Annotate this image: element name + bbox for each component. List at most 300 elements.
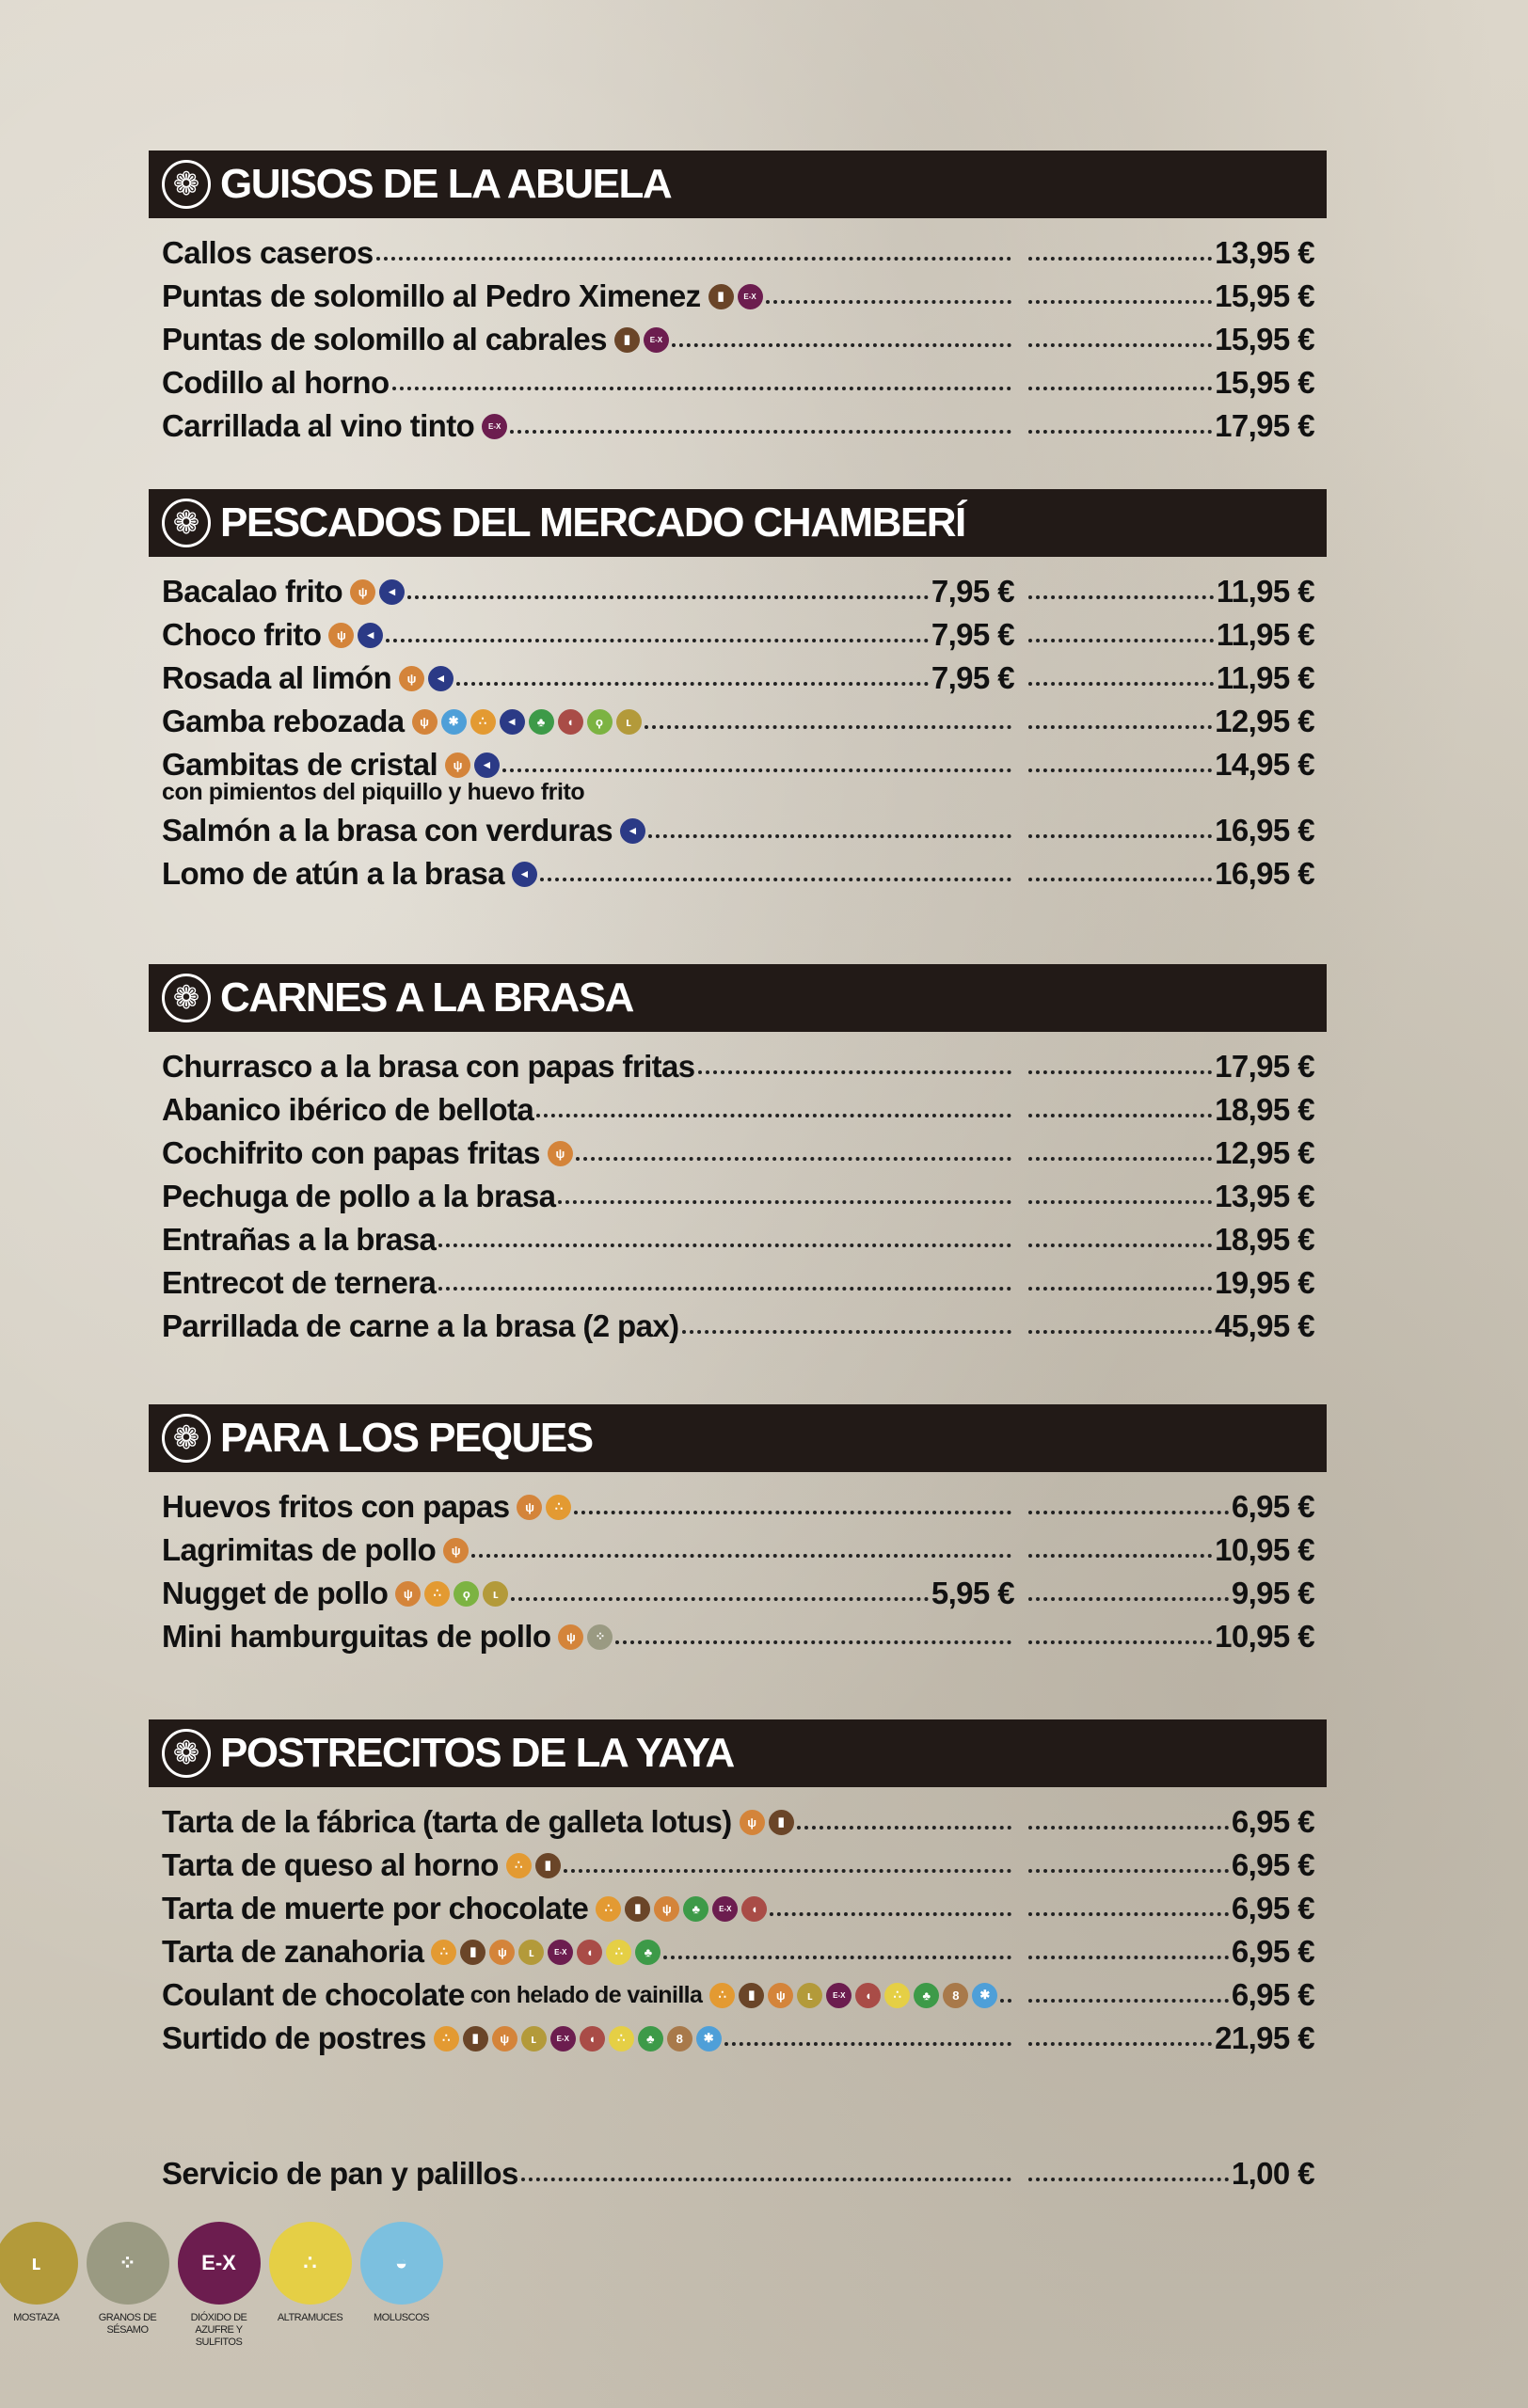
allergen-icons [328,623,383,648]
item-price: 11,95 € [1216,617,1314,652]
eggs-allergen-icon: ∴ [709,1983,735,2008]
nuts-allergen-icon: ◖ [855,1983,881,2008]
gluten-allergen-icon: ψ [395,1581,421,1607]
dot-leader [456,682,929,686]
menu-item [162,1218,1314,1261]
service-row [162,2152,1314,2195]
section-title: POSTRECITOS DE LA YAYA [220,1730,734,1776]
item-right [1026,1049,1314,1085]
nuts-allergen-icon: ◖ [580,2026,605,2052]
item-price: 17,95 € [1215,1049,1314,1084]
dot-leader [576,1157,1011,1161]
item-price: 14,95 € [1215,747,1314,782]
item-left [162,278,1014,314]
menu-item [162,361,1314,404]
item-price: 18,95 € [1215,1222,1314,1257]
menu-item [162,318,1314,361]
item-name: Codillo al horno [162,365,390,400]
legend-label: ALTRAMUCES [277,2312,343,2323]
rose-window-icon: ❁ [162,499,211,547]
item-name: Churrasco a la brasa con papas fritas [162,1049,695,1084]
dot-leader [438,1287,1011,1291]
item-price: 6,95 € [1231,1489,1314,1524]
item-left [162,2020,1014,2056]
legend-item [356,2222,447,2349]
item-name: Parrillada de carne a la brasa (2 pax) [162,1308,679,1343]
item-name: Callos caseros [162,235,374,270]
celery-allergen-icon: ♣ [638,2026,663,2052]
dot-leader [502,768,1011,772]
dot-leader [1028,725,1212,729]
lupins-allergen-icon: ∴ [606,1940,631,1965]
peanuts-allergen-icon: 8 [943,1983,968,2008]
item-subtitle: con pimientos del piquillo y huevo frito [162,779,585,805]
celery-allergen-icon: ♣ [914,1983,939,2008]
item-name: Nugget de pollo [162,1576,389,1610]
item-left [162,1308,1014,1344]
section-items [149,557,1327,895]
lupins-allergen-icon: ∴ [269,2222,352,2305]
item-left [162,2156,1014,2192]
menu-item [162,613,1314,657]
dot-leader [1028,878,1212,881]
item-name: Entrañas a la brasa [162,1222,437,1257]
item-left [162,660,1014,696]
item-right [1026,1977,1314,2013]
legend-label: GRANOS DE SÉSAMO [98,2312,157,2336]
item-price: 6,95 € [1231,1977,1314,2012]
item-left [162,747,1014,783]
dot-leader [1028,1597,1229,1601]
dot-leader [1028,2042,1212,2046]
gluten-allergen-icon: ψ [768,1983,793,2008]
dot-leader [1028,682,1214,686]
gluten-allergen-icon: ψ [412,709,438,735]
dot-leader [407,595,929,599]
gluten-allergen-icon: ψ [443,1538,469,1563]
item-name: Bacalao frito [162,574,343,609]
dot-leader [648,834,1011,838]
item-left [162,322,1014,357]
dot-leader [1028,1330,1212,1334]
item-name: Puntas de solomillo al cabrales [162,322,607,356]
allergen-icons [709,1983,997,2008]
dot-leader [1028,257,1212,261]
item-right [1026,574,1314,610]
item-name: Rosada al limón [162,660,392,695]
item-left [162,1934,1014,1970]
dot-leader [1028,639,1214,642]
fish-allergen-icon: ◂ [428,666,454,691]
mustard-allergen-icon: ʟ [518,1940,544,1965]
item-price: 11,95 € [1216,660,1314,695]
section-header [149,489,1327,557]
item-name: Carrillada al vino tinto [162,408,475,443]
menu-item [162,570,1314,613]
item-right [1026,408,1314,444]
item-price: 12,95 € [1215,704,1314,738]
item-left [162,813,1014,848]
gluten-allergen-icon: ψ [328,623,354,648]
crustaceans-allergen-icon: ✱ [696,2026,722,2052]
allergen-icons [434,2026,722,2052]
legend-item [82,2222,173,2349]
item-right [1026,1804,1314,1840]
gluten-allergen-icon: ψ [740,1810,765,1835]
allergen-icons [431,1940,661,1965]
dot-leader [724,2042,1011,2046]
dot-leader [1028,768,1212,772]
dot-leader [1028,1287,1212,1291]
allergen-icons [708,284,763,309]
item-name: Tarta de zanahoria [162,1934,424,1969]
item-price: 21,95 € [1215,2020,1314,2055]
sulfites-allergen-icon: E-X [738,284,763,309]
dot-leader [386,639,928,642]
allergen-icons [482,414,507,439]
legend-item [173,2222,264,2349]
allergen-icons [614,327,669,353]
dot-leader [1028,430,1212,434]
item-right [1026,1847,1314,1883]
rose-window-icon: ❁ [162,160,211,209]
dot-leader [1028,1912,1229,1916]
item-name: Lomo de atún a la brasa [162,856,504,891]
section-header [149,150,1327,218]
item-name: Huevos fritos con papas [162,1489,510,1524]
item-right [1026,1179,1314,1214]
allergen-icons [558,1624,613,1650]
legend-item [264,2222,356,2349]
section-title: PESCADOS DEL MERCADO CHAMBERÍ [220,499,965,546]
dot-leader [1028,1640,1212,1644]
item-left [162,1977,1014,2013]
item-right [1026,617,1314,653]
dot-leader [1028,1956,1229,1959]
item-right [1026,235,1314,271]
eggs-allergen-icon: ∴ [470,709,496,735]
eggs-allergen-icon: ∴ [434,2026,459,2052]
menu-item [162,1088,1314,1132]
peanuts-allergen-icon: 8 [667,2026,692,2052]
item-left [162,1049,1014,1085]
item-right [1026,322,1314,357]
item-left [162,1576,1014,1611]
item-left [162,365,1014,401]
allergen-icons [412,709,642,735]
mustard-allergen-icon: ʟ [616,709,642,735]
celery-allergen-icon: ♣ [635,1940,661,1965]
item-right [1026,747,1314,783]
menu-item [162,1800,1314,1844]
item-right [1026,1489,1314,1525]
menu-item [162,1305,1314,1348]
dairy-allergen-icon: ▮ [625,1896,650,1922]
dot-leader [1028,1826,1229,1830]
item-name: Gambitas de cristal [162,747,438,782]
dot-leader [1000,1999,1011,2003]
section-items [149,218,1327,448]
section-title: GUISOS DE LA ABUELA [220,161,672,207]
menu-item [162,1615,1314,1658]
half-portion-price: 7,95 € [931,574,1014,609]
item-left [162,1847,1014,1883]
menu-item [162,1175,1314,1218]
legend-label: MOLUSCOS [374,2312,429,2323]
dot-leader [510,430,1011,434]
item-price: 13,95 € [1215,1179,1314,1213]
allergen-icons [395,1581,508,1607]
item-price: 10,95 € [1215,1532,1314,1567]
dot-leader [392,387,1011,390]
dot-leader [615,1640,1011,1644]
menu-item [162,1973,1314,2017]
menu-item [162,1572,1314,1615]
eggs-allergen-icon: ∴ [596,1896,621,1922]
dot-leader [536,1114,1011,1117]
item-name: Tarta de la fábrica (tarta de galleta lotus) [162,1804,732,1839]
allergen-icons [620,818,645,844]
section-header [149,1719,1327,1787]
item-price: 19,95 € [1215,1265,1314,1300]
item-price: 18,95 € [1215,1092,1314,1127]
eggs-allergen-icon: ∴ [546,1495,571,1520]
item-name: Coulant de chocolate [162,1977,465,2012]
item-right [1026,1265,1314,1301]
dot-leader [1028,1869,1229,1873]
dairy-allergen-icon: ▮ [708,284,734,309]
fish-allergen-icon: ◂ [358,623,383,648]
allergen-icons [443,1538,469,1563]
item-left [162,1265,1014,1301]
menu-item [162,1261,1314,1305]
item-price: 6,95 € [1231,1934,1314,1969]
menu-item [162,1887,1314,1930]
half-portion-price: 7,95 € [931,660,1014,695]
sulfites-allergen-icon: E-X [826,1983,852,2008]
allergen-icons [548,1141,573,1166]
item-price: 12,95 € [1215,1135,1314,1170]
dot-leader [698,1070,1011,1074]
item-right [1026,1619,1314,1655]
dot-leader [672,343,1011,347]
item-price: 9,95 € [1231,1576,1314,1610]
item-note: con helado de vainilla [470,1981,703,2008]
item-right [1026,1934,1314,1970]
rose-window-icon: ❁ [162,974,211,1022]
crustaceans-allergen-icon: ✱ [972,1983,997,2008]
item-right [1026,1308,1314,1344]
section-header [149,964,1327,1032]
item-right [1026,704,1314,739]
soy-allergen-icon: ϙ [454,1581,479,1607]
allergen-icons [350,579,405,605]
item-left [162,1092,1014,1128]
item-name: Abanico ibérico de bellota [162,1092,534,1127]
dairy-allergen-icon: ▮ [614,327,640,353]
allergen-legend [0,2222,447,2349]
section-title: PARA LOS PEQUES [220,1415,593,1461]
dot-leader [1028,834,1212,838]
item-left [162,1804,1014,1840]
menu-item [162,1844,1314,1887]
menu-item [162,275,1314,318]
dot-leader [770,1912,1011,1916]
legend-label: MOSTAZA [13,2312,59,2323]
item-right [1026,1532,1314,1568]
dairy-allergen-icon: ▮ [463,2026,488,2052]
fish-allergen-icon: ◂ [620,818,645,844]
dot-leader [1028,2178,1229,2181]
menu-item [162,809,1314,852]
crustaceans-allergen-icon: ✱ [441,709,467,735]
half-portion-price: 7,95 € [931,617,1014,652]
sesame-allergen-icon: ⁘ [87,2222,169,2305]
dot-leader [558,1200,1011,1204]
item-name: Servicio de pan y palillos [162,2156,518,2191]
item-price: 13,95 € [1215,235,1314,270]
dot-leader [1028,300,1212,304]
sulfites-allergen-icon: E-X [178,2222,261,2305]
legend-label: DIÓXIDO DE AZUFRE Y SULFITOS [190,2312,247,2348]
item-name: Tarta de muerte por chocolate [162,1891,589,1925]
section-items [149,1787,1327,2060]
menu-section [149,1719,1327,2060]
celery-allergen-icon: ♣ [529,709,554,735]
dot-leader [1028,1070,1212,1074]
mustard-allergen-icon: ʟ [797,1983,822,2008]
item-price: 15,95 € [1215,278,1314,313]
item-right [1026,1576,1314,1611]
item-left [162,1619,1014,1655]
menu-section [149,150,1327,448]
item-price: 6,95 € [1231,1847,1314,1882]
menu-item [162,404,1314,448]
dot-leader [645,725,1011,729]
item-left [162,1179,1014,1214]
dot-leader [376,257,1011,261]
sesame-allergen-icon: ⁘ [587,1624,613,1650]
section-items [149,1032,1327,1348]
sulfites-allergen-icon: E-X [548,1940,573,1965]
item-name: Tarta de queso al horno [162,1847,499,1882]
item-right [1026,660,1314,696]
allergen-icons [740,1810,794,1835]
item-left [162,574,1014,610]
allergen-icons [512,862,537,887]
fish-allergen-icon: ◂ [474,752,500,778]
item-name: Cochifrito con papas fritas [162,1135,540,1170]
menu-item [162,1045,1314,1088]
dairy-allergen-icon: ▮ [460,1940,485,1965]
menu-section [149,1404,1327,1658]
allergen-icons [517,1495,571,1520]
eggs-allergen-icon: ∴ [431,1940,456,1965]
item-right [1026,278,1314,314]
menu-section [149,964,1327,1348]
sulfites-allergen-icon: E-X [712,1896,738,1922]
molluscs-allergen-icon: ◒ [360,2222,443,2305]
gluten-allergen-icon: ψ [558,1624,583,1650]
item-name: Salmón a la brasa con verduras [162,813,613,848]
dot-leader [1028,1511,1229,1514]
dot-leader [438,1244,1011,1247]
mustard-allergen-icon: ʟ [0,2222,78,2305]
item-name: Gamba rebozada [162,704,405,738]
item-name: Mini hamburguitas de pollo [162,1619,551,1654]
dot-leader [1028,387,1212,390]
item-price: 10,95 € [1215,1619,1314,1654]
item-price: 6,95 € [1231,1891,1314,1925]
item-right [1026,2156,1314,2192]
item-name: Lagrimitas de pollo [162,1532,437,1567]
item-price: 17,95 € [1215,408,1314,443]
item-left [162,856,1014,892]
eggs-allergen-icon: ∴ [424,1581,450,1607]
allergen-icons [596,1896,767,1922]
gluten-allergen-icon: ψ [399,666,424,691]
menu-item [162,2152,1314,2195]
item-price: 16,95 € [1215,813,1314,848]
fish-allergen-icon: ◂ [500,709,525,735]
menu-item [162,1930,1314,1973]
sulfites-allergen-icon: E-X [550,2026,576,2052]
item-right [1026,1891,1314,1926]
gluten-allergen-icon: ψ [517,1495,542,1520]
dot-leader [1028,1200,1212,1204]
dot-leader [1028,1554,1212,1558]
menu-item [162,1529,1314,1572]
item-left [162,617,1014,653]
menu-item [162,700,1314,743]
item-price: 11,95 € [1216,574,1314,609]
item-right [1026,1222,1314,1258]
mustard-allergen-icon: ʟ [483,1581,508,1607]
menu-item [162,1485,1314,1529]
menu-section [149,489,1327,895]
dot-leader [1028,1999,1229,2003]
menu-item [162,1132,1314,1175]
item-price: 6,95 € [1231,1804,1314,1839]
item-name: Choco frito [162,617,322,652]
item-price: 15,95 € [1215,322,1314,356]
item-left [162,1135,1014,1171]
dot-leader [682,1330,1012,1334]
item-name: Entrecot de ternera [162,1265,437,1300]
dairy-allergen-icon: ▮ [769,1810,794,1835]
dot-leader [1028,595,1214,599]
nuts-allergen-icon: ◖ [741,1896,767,1922]
rose-window-icon: ❁ [162,1729,211,1778]
dairy-allergen-icon: ▮ [739,1983,764,2008]
nuts-allergen-icon: ◖ [558,709,583,735]
item-right [1026,365,1314,401]
menu-item [162,657,1314,700]
item-left [162,1532,1014,1568]
eggs-allergen-icon: ∴ [506,1853,532,1878]
legend-item [0,2222,82,2349]
item-right [1026,1092,1314,1128]
item-left [162,408,1014,444]
item-right [1026,2020,1314,2056]
dot-leader [663,1956,1011,1959]
item-right [1026,813,1314,848]
allergen-icons [506,1853,561,1878]
sulfites-allergen-icon: E-X [482,414,507,439]
dot-leader [574,1511,1011,1514]
mustard-allergen-icon: ʟ [521,2026,547,2052]
dot-leader [471,1554,1011,1558]
